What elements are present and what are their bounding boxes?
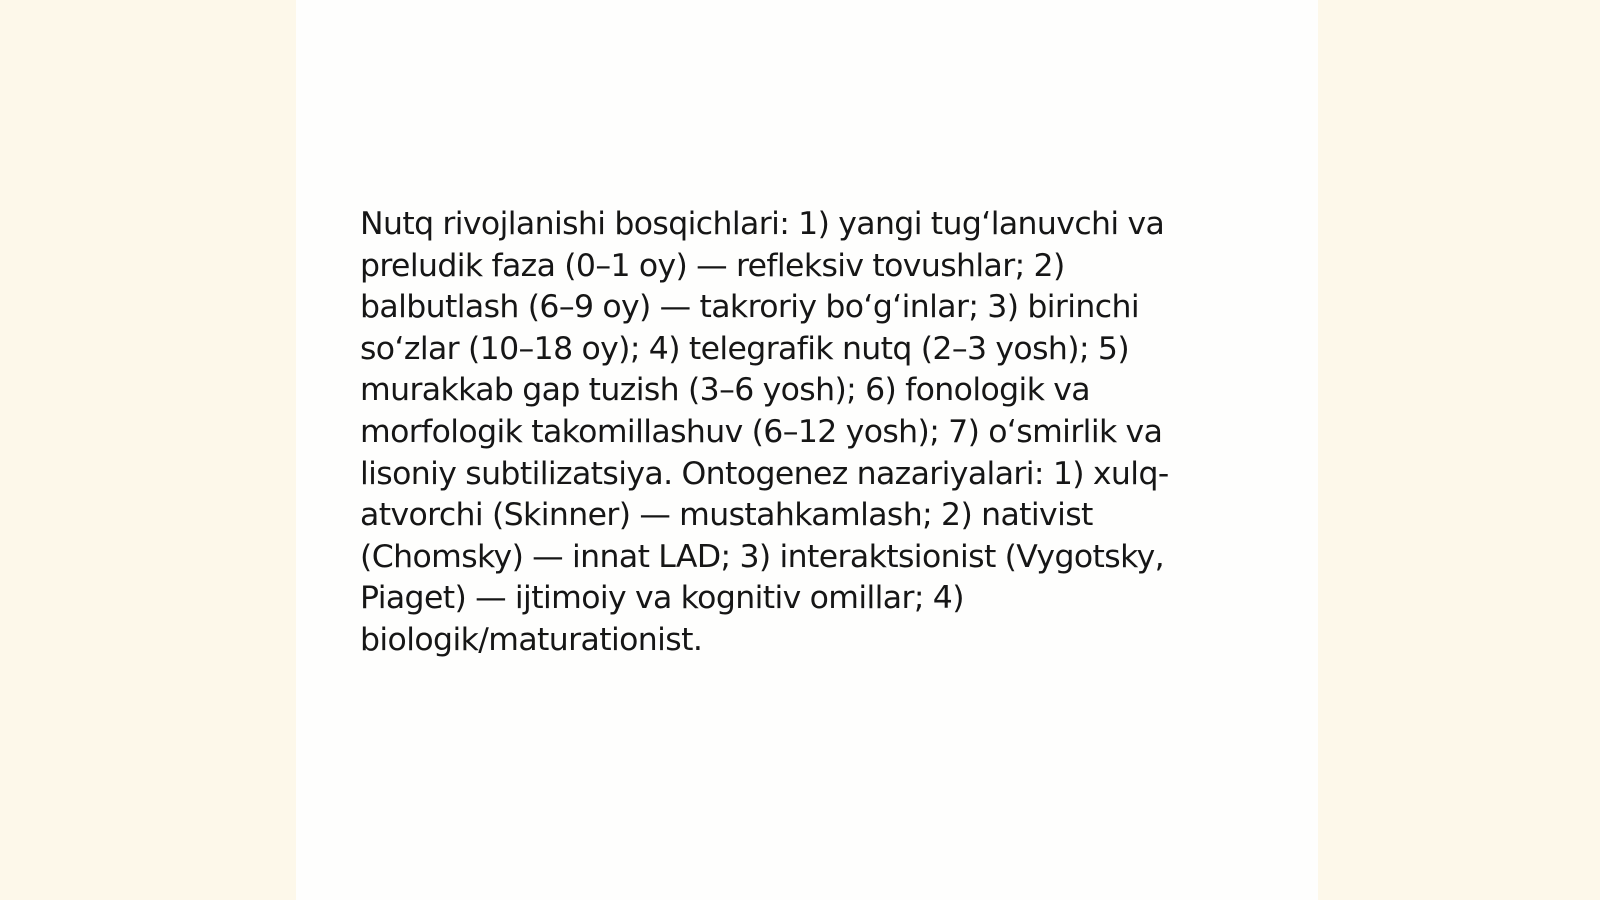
slide-body-text: Nutq rivojlanishi bosqichlari: 1) yangi tugʻlanuvchi va preludik faza (0–1 oy) — refleksiv tovushlar; 2) balbutlash (6–9 oy) — takroriy boʻgʻinlar; 3) birinchi soʻzlar (10–18 oy); 4) telegrafik nutq (2–3 yosh); 5) murakkab gap tuzish (3–6 yosh); 6) fonologik va morfologik takomillashuv (6–12 yosh); 7) oʻsmirlik va lisoniy subtilizatsiya. Ontogenez nazariyalari: 1) xulq-atvorchi (Skinner) — mustahkamlash; 2) nativist (Chomsky) — innat LAD; 3) interaktsionist (Vygotsky, Piaget) — ijtimoiy va kognitiv omillar; 4) biologik/maturationist. <box>360 206 1169 658</box>
right-margin-background <box>1318 0 1600 900</box>
left-margin-background <box>0 0 296 900</box>
slide-canvas <box>296 0 1318 900</box>
